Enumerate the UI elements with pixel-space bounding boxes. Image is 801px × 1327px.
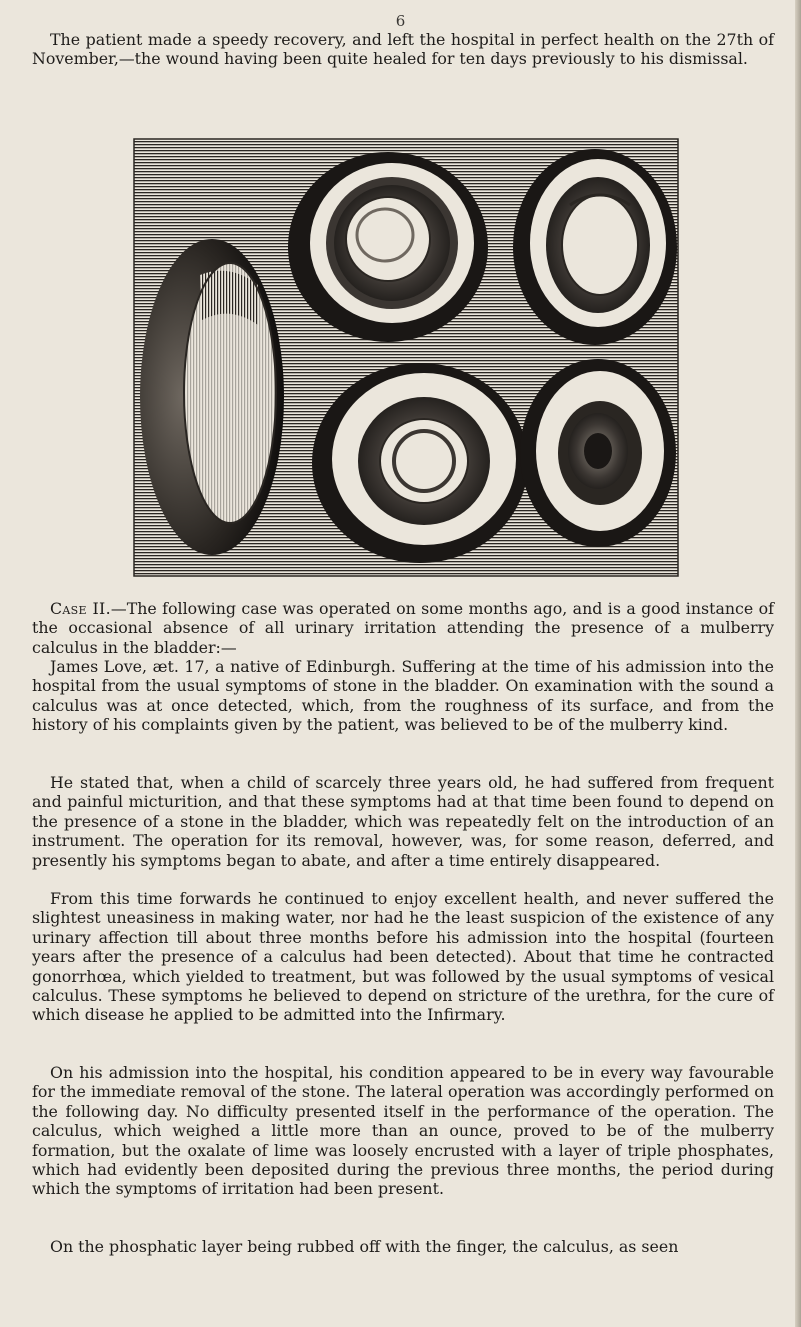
opening-paragraph-text: The patient made a speedy recovery, and left the hospital in perfect health on the 27th of November,—the wound having been quite healed for ten days previously to his dismissal. xyxy=(32,30,774,69)
case-intro xyxy=(32,599,774,657)
calculus-sections-engraving-icon xyxy=(130,135,682,580)
page-edge xyxy=(795,0,801,1327)
paragraph-2-text: He stated that, when a child of scarcely three years old, he had suffered from frequent and painful micturition, and that these symptoms had at that time been found to depend on the presence of a stone in the bladder, which was repeatedly felt on the introduction of an instrument. The operation for its removal, however, was, for some reason, deferred, and presently his symptoms began to abate, and after a time entirely disappeared. xyxy=(32,773,774,870)
paragraph-3-text: From this time forwards he continued to enjoy excellent health, and never suffered the slightest uneasiness in making water, nor had he the least suspicion of the existence of any urinary affection till about three months before his admission into the hospital (fourteen years after the presence of a calculus had been detected). About that time he contracted gonorrhœa, which yielded to treatment, but was followed by the usual symptoms of vesical calculus. These symptoms he believed to depend on stricture of the urethra, for the cure of which disease he applied to be admitted into the Infirmary. xyxy=(32,889,774,1025)
paragraph-5-text: On the phosphatic layer being rubbed off with the finger, the calculus, as seen xyxy=(50,1237,679,1256)
page-number: 6 xyxy=(395,12,406,30)
paragraph-3 xyxy=(32,889,774,1025)
paragraph-4-text: On his admission into the hospital, his condition appeared to be in every way favourable for the immediate removal of the stone. The lateral operation was accordingly performed on the following day. No difficulty presented itself in the performance of the operation. The calculus, which weighed a little more than an ounce, proved to be of the mulberry formation, but the oxalate of lime was loosely encrusted with a layer of triple phosphates, which had evidently been deposited during the previous three months, the period during which the symptoms of irritation had been present. xyxy=(32,1063,774,1199)
paragraph-5 xyxy=(32,1237,774,1256)
paragraph-1 xyxy=(32,657,774,735)
case-heading: Case II. xyxy=(50,599,111,618)
paragraph-2 xyxy=(32,773,774,870)
opening-paragraph xyxy=(32,30,774,69)
paragraph-1-text: James Love, æt. 17, a native of Edinburgh. Suffering at the time of his admission into the hospital from the usual symptoms of stone in the bladder. On examination with the sound a calculus was at once detected, which, from the roughness of its surface, and from the history of his complaints given by the patient, was believed to be of the mulberry kind. xyxy=(32,657,774,735)
case-intro-text: —The following case was operated on some months ago, and is a good instance of the occasional absence of all urinary irritation attending the presence of a mulberry calculus in the bladder:— xyxy=(32,599,774,657)
paragraph-4 xyxy=(32,1063,774,1199)
